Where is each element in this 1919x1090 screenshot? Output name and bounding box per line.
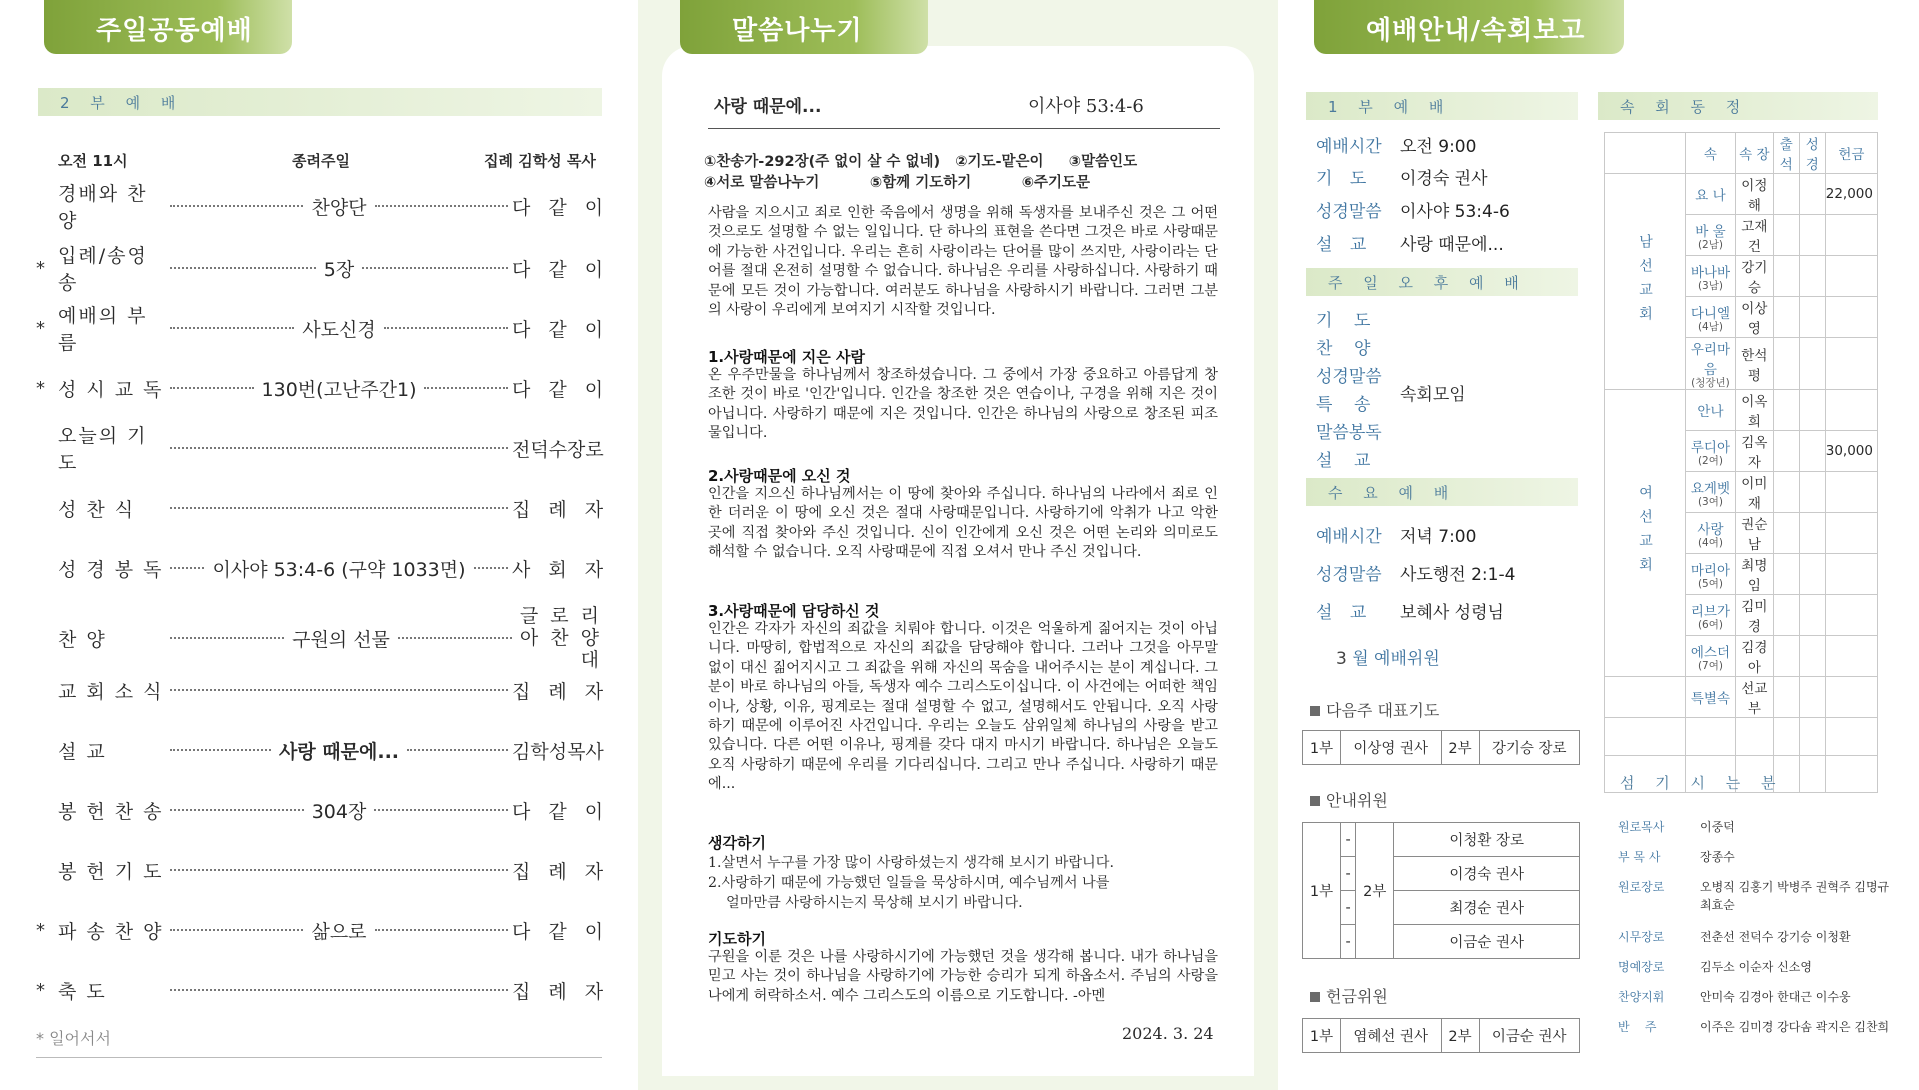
dot-leader bbox=[170, 447, 508, 449]
attendance-cell bbox=[1773, 636, 1799, 677]
usher-table: 1부 - 2부 이청환 장로 - 이경숙 권사 - 최경순 권사 - 이금순 권사 bbox=[1302, 822, 1580, 959]
group-leader: 선교부 bbox=[1735, 677, 1773, 718]
group-name: 요게벳 (3여) bbox=[1686, 472, 1736, 513]
group-leader: 한석평 bbox=[1735, 338, 1773, 390]
sunday-name: 종려주일 bbox=[292, 152, 350, 170]
order-item-performer: 다 같 이 bbox=[512, 318, 610, 341]
dot-leader bbox=[374, 809, 508, 811]
group-side-label: 여선교회 bbox=[1605, 390, 1686, 677]
bible-cell bbox=[1799, 595, 1825, 636]
attendance-cell bbox=[1773, 554, 1799, 595]
group-leader: 이상영 bbox=[1735, 297, 1773, 338]
order-item-performer: 다 같 이 bbox=[512, 196, 610, 219]
group-name: 바 울 (2남) bbox=[1686, 215, 1736, 256]
think-heading: 생각하기 bbox=[708, 834, 766, 852]
service-time: 오전 11시 bbox=[58, 152, 128, 170]
order-row bbox=[36, 490, 610, 526]
servant-names: 안미숙 김경아 한대근 이수웅 bbox=[1700, 990, 1851, 1004]
order-item-content: 130번(고난주간1) bbox=[261, 378, 417, 401]
order-item-content: 사랑 때문에... bbox=[278, 740, 400, 763]
attendance-cell bbox=[1773, 297, 1799, 338]
bible-cell bbox=[1799, 297, 1825, 338]
first-service-sermon: 설 교 사랑 때문에... bbox=[1316, 235, 1504, 255]
dot-leader bbox=[170, 809, 304, 811]
dot-leader bbox=[170, 637, 284, 639]
afternoon-label: 기 도 bbox=[1316, 311, 1371, 331]
pray-heading: 기도하기 bbox=[708, 930, 766, 948]
bible-cell bbox=[1799, 215, 1825, 256]
group-leader: 이옥희 bbox=[1735, 390, 1773, 431]
offering-cell: 30,000 bbox=[1825, 431, 1877, 472]
standing-mark: * bbox=[36, 377, 45, 399]
order-item-performer: 다 같 이 bbox=[512, 378, 610, 401]
order-item-content: 이사야 53:4-6 (구약 1033면) bbox=[212, 558, 466, 581]
bible-cell bbox=[1799, 256, 1825, 297]
standing-mark: * bbox=[36, 979, 45, 1001]
servant-row bbox=[1618, 988, 1896, 1006]
offering-cell bbox=[1825, 472, 1877, 513]
dot-leader bbox=[407, 749, 508, 751]
table-row bbox=[1605, 174, 1878, 215]
offering-cell bbox=[1825, 390, 1877, 431]
order-item-performer: 집 례 자 bbox=[512, 680, 610, 703]
offering-table: 1부 염혜선 권사 2부 이금순 권사 bbox=[1302, 1018, 1580, 1053]
order-item-performer: 사 회 자 bbox=[512, 558, 610, 581]
band-servants: 섬 기 시 는 분 bbox=[1620, 774, 1784, 792]
servant-names: 이중덕 bbox=[1700, 820, 1735, 834]
offering-cell: 22,000 bbox=[1825, 174, 1877, 215]
afternoon-label: 성경말씀 bbox=[1316, 367, 1382, 387]
group-leader: 김미경 bbox=[1735, 595, 1773, 636]
offering-cell bbox=[1825, 595, 1877, 636]
servant-names: 이주은 김미경 강다솜 곽지은 김찬희 bbox=[1700, 1020, 1890, 1034]
dot-leader bbox=[170, 387, 254, 389]
bible-cell bbox=[1799, 390, 1825, 431]
afternoon-label: 특 송 bbox=[1316, 395, 1371, 415]
band-group-status: 속 회 동 정 bbox=[1598, 92, 1878, 120]
afternoon-value: 속회모임 bbox=[1400, 385, 1466, 405]
order-row bbox=[36, 183, 610, 232]
group-header-row bbox=[1605, 133, 1878, 174]
wed-service-scripture: 성경말씀 사도행전 2:1-4 bbox=[1316, 565, 1516, 585]
order-item-name: 경배와 찬양 bbox=[58, 183, 148, 232]
band-first-service: 1 부 예 배 bbox=[1306, 92, 1578, 120]
section-2-body: 인간을 지으신 하나님께서는 이 땅에 찾아와 주십니다. 하나님의 나라에서 죄로 인한 더러운 이 땅에 오신 것은 절대 사랑때문입니다. 사랑하기에 악취가 나고 악한 곳에 직접 찾아와 주신 것입니다. 신이 인간에게 오신 것은 어떤 논리와 의미로도 해석할 수 없습니다. 오직 사랑때문에 직접 오셔서 만나 주신 것입니다. bbox=[708, 486, 1218, 561]
order-item-name: 파 송 찬 양 bbox=[58, 920, 164, 943]
offering-cell bbox=[1825, 338, 1877, 390]
worship-title: 주일공동예배 bbox=[44, 0, 292, 54]
group-name: 루디아 (2여) bbox=[1686, 431, 1736, 472]
order-line-2: ④서로 말씀나누기 ⑤함께 기도하기 ⑥주기도문 bbox=[704, 175, 1091, 191]
next-prayer-heading: 다음주 대표기도 bbox=[1310, 698, 1439, 721]
order-row bbox=[36, 852, 610, 888]
servant-names: 장종수 bbox=[1700, 850, 1735, 864]
bible-cell bbox=[1799, 636, 1825, 677]
think-item-1: 1.살면서 누구를 가장 많이 사랑하셨는지 생각해 보시기 바랍니다. bbox=[708, 855, 1114, 871]
scripture-ref: 이사야 53:4-6 bbox=[1028, 96, 1144, 117]
footnote: * 일어서서 bbox=[36, 1029, 111, 1048]
usher-heading: 안내위원 bbox=[1310, 788, 1388, 811]
servant-row bbox=[1618, 818, 1896, 836]
offering-cell bbox=[1825, 554, 1877, 595]
attendance-cell bbox=[1773, 256, 1799, 297]
servant-role: 명예장로 bbox=[1618, 960, 1665, 974]
order-row bbox=[36, 370, 610, 406]
order-item-name: 축 도 bbox=[58, 980, 107, 1003]
offering-cell bbox=[1825, 297, 1877, 338]
order-line-1: ①찬송가-292장(주 없이 살 수 없네) ②기도-맡은이 ③말씀인도 bbox=[704, 154, 1138, 170]
bible-cell bbox=[1799, 431, 1825, 472]
attendance-cell bbox=[1773, 595, 1799, 636]
attendance-cell bbox=[1773, 215, 1799, 256]
dot-leader bbox=[170, 567, 204, 569]
order-item-performer: 집 례 자 bbox=[512, 860, 610, 883]
group-name: 리브가 (6여) bbox=[1686, 595, 1736, 636]
group-header: 헌금 bbox=[1825, 133, 1877, 174]
bible-cell bbox=[1799, 513, 1825, 554]
group-leader: 이정해 bbox=[1735, 174, 1773, 215]
dot-leader bbox=[375, 205, 508, 207]
title-rule bbox=[708, 128, 1220, 129]
offering-cell bbox=[1825, 215, 1877, 256]
group-name: 마리아 (5여) bbox=[1686, 554, 1736, 595]
servant-names: 김두소 이순자 신소영 bbox=[1700, 960, 1812, 974]
servant-row bbox=[1618, 878, 1896, 914]
attendance-cell bbox=[1773, 338, 1799, 390]
dot-leader bbox=[170, 689, 508, 691]
dot-leader bbox=[375, 929, 508, 931]
order-item-name: 예배의 부름 bbox=[58, 305, 148, 354]
servant-names: 오병직 김홍기 박병주 권혁주 김명규 최효순 bbox=[1700, 880, 1890, 912]
group-name: 안나 bbox=[1686, 390, 1736, 431]
afternoon-label: 설 교 bbox=[1316, 451, 1371, 471]
dot-leader bbox=[170, 205, 303, 207]
standing-mark: * bbox=[36, 317, 45, 339]
dot-leader bbox=[170, 869, 508, 871]
group-name: 바나바 (3남) bbox=[1686, 256, 1736, 297]
servant-row bbox=[1618, 848, 1896, 866]
attendance-cell bbox=[1773, 431, 1799, 472]
section-2-heading: 2.사랑때문에 오신 것 bbox=[708, 467, 851, 485]
attendance-cell bbox=[1773, 174, 1799, 215]
worship-order-panel bbox=[0, 0, 620, 1090]
order-item-performer: 전덕수장로 bbox=[512, 438, 604, 461]
first-service-scripture: 성경말씀 이사야 53:4-6 bbox=[1316, 202, 1510, 222]
dot-leader bbox=[170, 749, 271, 751]
bible-cell bbox=[1799, 338, 1825, 390]
attendance-cell bbox=[1773, 513, 1799, 554]
sermon-title: 사랑 때문에... bbox=[714, 97, 822, 117]
group-leader: 이미재 bbox=[1735, 472, 1773, 513]
wed-service-time: 예배시간 저녁 7:00 bbox=[1316, 527, 1477, 547]
servant-role: 원로장로 bbox=[1618, 880, 1665, 894]
section-1-body: 온 우주만물을 하나님께서 창조하셨습니다. 그 중에서 가장 중요하고 아름답게 창조한 것이 바로 '인간'입니다. 인간을 창조한 것은 연습이나, 구경을 위해 지은 것이 아닙니다. 사랑하기 때문에 지은 것입니다. 인간은 하나님의 사랑으로 창조된 피조물입니다. bbox=[708, 367, 1218, 442]
order-row bbox=[36, 912, 610, 948]
servant-role: 부 목 사 bbox=[1618, 850, 1661, 864]
order-item-name: 봉 헌 기 도 bbox=[58, 860, 164, 883]
group-name: 특별속 bbox=[1686, 677, 1736, 718]
wed-service-sermon: 설 교 보혜사 성령님 bbox=[1316, 603, 1504, 623]
pray-body: 구원을 이룬 것은 나를 사랑하시기에 가능했던 것을 생각해 봅니다. 내가 하나님을 믿고 사는 것이 하나님을 사랑하기에 가능한 승리가 되게 하옵소서. 주님의 사랑을 나에게 허락하소서. 예수 그리스도의 이름으로 기도합니다. -아멘 bbox=[708, 949, 1218, 1004]
order-item-name: 성 찬 식 bbox=[58, 498, 136, 521]
order-item-content: 삶으로 bbox=[311, 920, 367, 943]
think-item-2: 2.사랑하기 때문에 가능했던 일들을 묵상하시며, 예수님께서 나를 bbox=[708, 875, 1110, 891]
dot-leader bbox=[170, 267, 316, 269]
dot-leader bbox=[424, 387, 508, 389]
order-item-name: 찬 양 bbox=[58, 628, 107, 651]
section-1-heading: 1.사랑때문에 지은 사람 bbox=[708, 348, 865, 366]
first-service-prayer: 기 도 이경숙 권사 bbox=[1316, 169, 1488, 189]
order-row bbox=[36, 732, 602, 768]
offering-heading: 헌금위원 bbox=[1310, 984, 1388, 1007]
order-item-name: 입례/송영송 bbox=[58, 245, 148, 294]
order-row bbox=[36, 792, 610, 828]
group-side-label: 남선교회 bbox=[1605, 174, 1686, 390]
order-row bbox=[36, 425, 604, 474]
order-item-name: 교 회 소 식 bbox=[58, 680, 164, 703]
order-row bbox=[36, 672, 610, 708]
servant-row bbox=[1618, 1018, 1896, 1036]
offering-cell bbox=[1825, 636, 1877, 677]
committee-heading: 3 월 예배위원 bbox=[1336, 649, 1440, 669]
group-name: 요 나 bbox=[1686, 174, 1736, 215]
sermon-panel bbox=[638, 0, 1278, 1090]
order-row bbox=[36, 972, 610, 1008]
servant-role: 원로목사 bbox=[1618, 820, 1665, 834]
section-3-heading: 3.사랑때문에 담당하신 것 bbox=[708, 602, 880, 620]
dot-leader bbox=[362, 267, 508, 269]
group-leader: 김옥자 bbox=[1735, 431, 1773, 472]
order-row bbox=[36, 305, 610, 354]
service-leader: 집례 김학성 목사 bbox=[484, 152, 596, 170]
order-item-content: 사도신경 bbox=[302, 318, 376, 341]
group-name: 사랑 (4여) bbox=[1686, 513, 1736, 554]
band-afternoon-service: 주 일 오 후 예 배 bbox=[1306, 268, 1578, 296]
next-prayer-table: 1부 이상영 권사 2부 강기승 장로 bbox=[1302, 730, 1580, 765]
group-leader: 고재건 bbox=[1735, 215, 1773, 256]
section-3-body: 인간은 각자가 자신의 죄값을 치뤄야 합니다. 이것은 억울하게 짊어지는 것이 아닙니다. 마땅히, 합법적으로 자신의 죄값을 담당해야 합니다. 그러나 그것을 아무말 없이 대신 짊어지시고 그 죄값을 위해 자신의 목숨을 내어주시는 분이 계십니다. 그분이 바로 하나님의 아들, 독생자 예수 그리스도이십니다. 이 사건에는 어떠한 책임이나, 상황, 이유, 핑계로는 절대 설명할 수 없고, 설명해서도 안됩니다. 오직 사랑하기 때문에 이루어진 사건입니다. 우리는 오늘도 삼위일체 하나님의 사랑을 받고 있습니다. 다른 어떤 이유나, 핑계를 갖다 대지 마시기 바랍니다. 하나님은 오늘도 오직 사랑하기 때문에 우리를 기다리십니다. 그리고 만나 주십니다. 사랑하기 때문에... bbox=[708, 621, 1218, 793]
group-header: 성경 bbox=[1799, 133, 1825, 174]
standing-mark: * bbox=[36, 257, 45, 279]
offering-cell bbox=[1825, 256, 1877, 297]
order-item-performer: 다 같 이 bbox=[512, 800, 610, 823]
servant-row bbox=[1618, 958, 1896, 976]
dot-leader bbox=[170, 327, 294, 329]
group-name: 에스더 (7여) bbox=[1686, 636, 1736, 677]
group-leader: 김경아 bbox=[1735, 636, 1773, 677]
table-row bbox=[1605, 390, 1878, 431]
group-name: 다니엘 (4남) bbox=[1686, 297, 1736, 338]
group-leader: 최명임 bbox=[1735, 554, 1773, 595]
afternoon-label: 말씀봉독 bbox=[1316, 423, 1382, 443]
offering-cell bbox=[1825, 513, 1877, 554]
standing-mark: * bbox=[36, 919, 45, 941]
order-item-performer: 김학성목사 bbox=[512, 740, 604, 763]
table-row bbox=[1605, 718, 1878, 756]
bible-cell bbox=[1799, 472, 1825, 513]
think-item-2-cont: 얼마만큼 사랑하시는지 묵상해 보시기 바랍니다. bbox=[726, 895, 1023, 911]
bulletin-date: 2024. 3. 24 bbox=[1122, 1024, 1214, 1043]
order-item-content: 구원의 선물 bbox=[292, 628, 390, 651]
order-item-name: 오늘의 기도 bbox=[58, 425, 148, 474]
order-item-name: 봉 헌 찬 송 bbox=[58, 800, 164, 823]
afternoon-label: 찬 양 bbox=[1316, 339, 1371, 359]
order-item-performer: 다 같 이 bbox=[512, 920, 610, 943]
service-band: 2 부 예 배 bbox=[38, 88, 602, 116]
group-status-table bbox=[1604, 132, 1878, 793]
servant-role: 시무장로 bbox=[1618, 930, 1665, 944]
bible-cell bbox=[1799, 174, 1825, 215]
attendance-cell bbox=[1773, 390, 1799, 431]
dot-leader bbox=[170, 929, 303, 931]
group-header: 속 bbox=[1686, 133, 1736, 174]
bible-cell bbox=[1799, 554, 1825, 595]
divider bbox=[36, 1057, 602, 1058]
order-row bbox=[36, 245, 610, 294]
order-item-performer: 집 례 자 bbox=[512, 498, 610, 521]
order-item-name: 성 시 교 독 bbox=[58, 378, 164, 401]
attendance-cell bbox=[1773, 472, 1799, 513]
order-item-name: 성 경 봉 독 bbox=[58, 558, 164, 581]
servant-role: 찬양지휘 bbox=[1618, 990, 1665, 1004]
dot-leader bbox=[398, 637, 512, 639]
order-item-name: 설 교 bbox=[58, 740, 107, 763]
order-item-performer: 글 로 리 아 찬 양 대 bbox=[519, 605, 602, 671]
servant-names: 전춘선 전덕수 강기승 이청환 bbox=[1700, 930, 1851, 944]
dot-leader bbox=[170, 989, 508, 991]
order-item-performer: 다 같 이 bbox=[512, 258, 610, 281]
order-item-content: 5장 bbox=[323, 258, 355, 281]
group-header: 속 장 bbox=[1735, 133, 1773, 174]
first-service-time: 예배시간 오전 9:00 bbox=[1316, 137, 1477, 157]
group-leader: 권순남 bbox=[1735, 513, 1773, 554]
order-item-content: 304장 bbox=[311, 800, 367, 823]
servant-row bbox=[1618, 928, 1896, 946]
servant-role: 반 주 bbox=[1618, 1020, 1657, 1034]
intro-paragraph: 사람을 지으시고 죄로 인한 죽음에서 생명을 위해 독생자를 보내주신 것은 그 어떤 것으로도 설명할 수 없는 일입니다. 단 하나의 표현을 쓴다면 그것은 바로 사랑때문에 가능한 사건입니다. 우리는 흔히 사랑이라는 단어를 많이 쓰지만, 사랑이라는 단어를 절대 온전히 설명할 수 없습니다. 하나님은 우리를 사랑하십니다. 사랑하기 때문에 모든 것이 가능합니다. 여러분도 하나님을 사랑하시기 바랍니다. 그러면 그분의 사랑이 우리에게 보여지기 시작할 것입니다. bbox=[708, 205, 1218, 319]
dot-leader bbox=[170, 507, 508, 509]
dot-leader bbox=[474, 567, 508, 569]
group-leader: 강기승 bbox=[1735, 256, 1773, 297]
info-panel-title: 예배안내/속회보고 bbox=[1314, 0, 1624, 54]
table-row bbox=[1605, 677, 1878, 718]
dot-leader bbox=[384, 327, 508, 329]
order-item-content: 찬양단 bbox=[311, 196, 367, 219]
order-row bbox=[36, 550, 610, 586]
group-name: 우리마음 (청장년) bbox=[1686, 338, 1736, 390]
order-item-performer: 집 례 자 bbox=[512, 980, 610, 1003]
group-header: 출석 bbox=[1773, 133, 1799, 174]
order-row bbox=[36, 605, 602, 671]
band-wednesday-service: 수 요 예 배 bbox=[1306, 478, 1578, 506]
sermon-panel-title: 말씀나누기 bbox=[680, 0, 928, 54]
